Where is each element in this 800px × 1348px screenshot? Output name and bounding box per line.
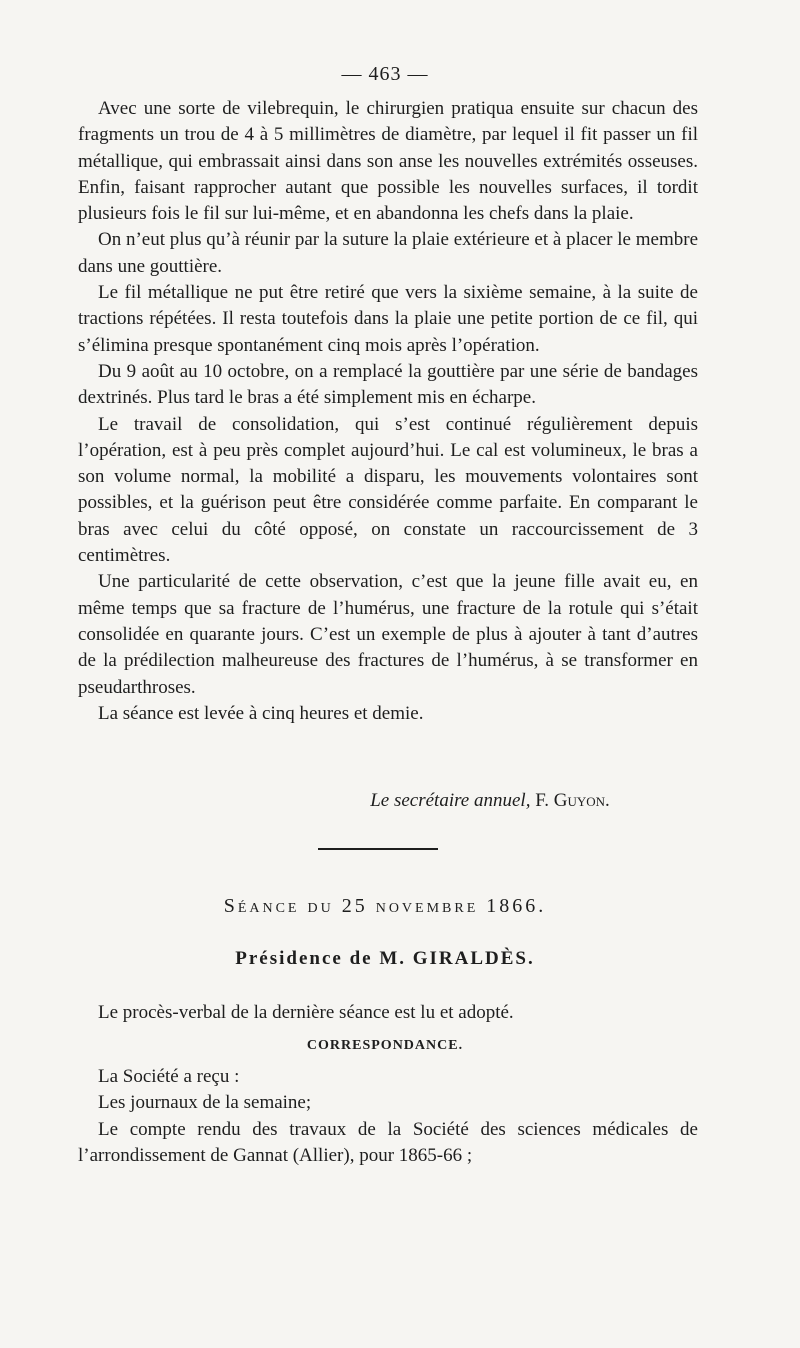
session-title: Séance du 25 novembre 1866. [223, 895, 547, 917]
list-item: Le compte rendu des travaux de la Société des sciences médicales de l’arrondissement de Gannat (Allier), pour 1865-66 ; [78, 1118, 698, 1166]
section-divider [318, 848, 438, 850]
paragraph: Le procès-verbal de la dernière séance est lu et adopté. [98, 1002, 514, 1023]
list-item: Les journaux de la semaine; [98, 1092, 312, 1114]
signature [0, 790, 800, 812]
observation-text [78, 96, 698, 727]
signature-name: F. Guyon. [535, 790, 610, 811]
page-number: — 463 — [341, 63, 429, 85]
paragraph: Le travail de consolidation, qui s’est continué régulièrement depuis l’opération, est à peu près complet aujourd’hui. Le cal est volumineux, le bras a son volume normal, la mobilité a disparu, les mouvements volontaires sont possibles, et la guérison peut être considérée comme parfaite. En comparant le bras avec celui du côté opposé, on constate un raccourcissement de 3 centimètres. [78, 413, 698, 567]
paragraph: Une particularité de cette observation, c’est que la jeune fille avait eu, en même temps que sa fracture de l’humérus, une fracture de la rotule qui s’était consolidée en quarante jours. C’est un exemple de plus à ajouter à tant d’autres de la prédilection malheureuse des fractures de l’humérus, à se transformer en pseudarthroses. [78, 571, 698, 698]
correspondance-list [78, 1064, 698, 1169]
signature-role: Le secrétaire annuel, [370, 790, 531, 811]
paragraph: Le fil métallique ne put être retiré que vers la sixième semaine, à la suite de tractions répétées. Il resta toutefois dans la plaie une petite portion de ce fil, qui s’élimina presque spontanément cinq mois après l’opération. [78, 282, 698, 356]
paragraph: On n’eut plus qu’à réunir par la suture la plaie extérieure et à placer le membre dans une gouttière. [78, 229, 698, 277]
minutes-text [78, 1000, 698, 1026]
correspondance-heading: CORRESPONDANCE. [306, 1038, 464, 1053]
presidency-heading: Présidence de M. GIRALDÈS. [235, 948, 535, 969]
paragraph: La séance est levée à cinq heures et demie. [98, 702, 424, 724]
paragraph: Avec une sorte de vilebrequin, le chirurgien pratiqua ensuite sur chacun des fragments un trou de 4 à 5 millimètres de diamètre, par lequel il fit passer un fil métallique, qui embrassait ainsi dans son anse les nouvelles extrémités osseuses. Enfin, faisant rapprocher autant que possible les nouvelles surfaces, il tordit plusieurs fois le fil sur lui-même, et en abandonna les chefs dans la plaie. [78, 98, 698, 225]
paragraph: Du 9 août au 10 octobre, on a remplacé la gouttière par une série de bandages dextrinés. Plus tard le bras a été simplement mis en écharpe. [78, 360, 698, 409]
list-item: La Société a reçu : [98, 1066, 240, 1087]
